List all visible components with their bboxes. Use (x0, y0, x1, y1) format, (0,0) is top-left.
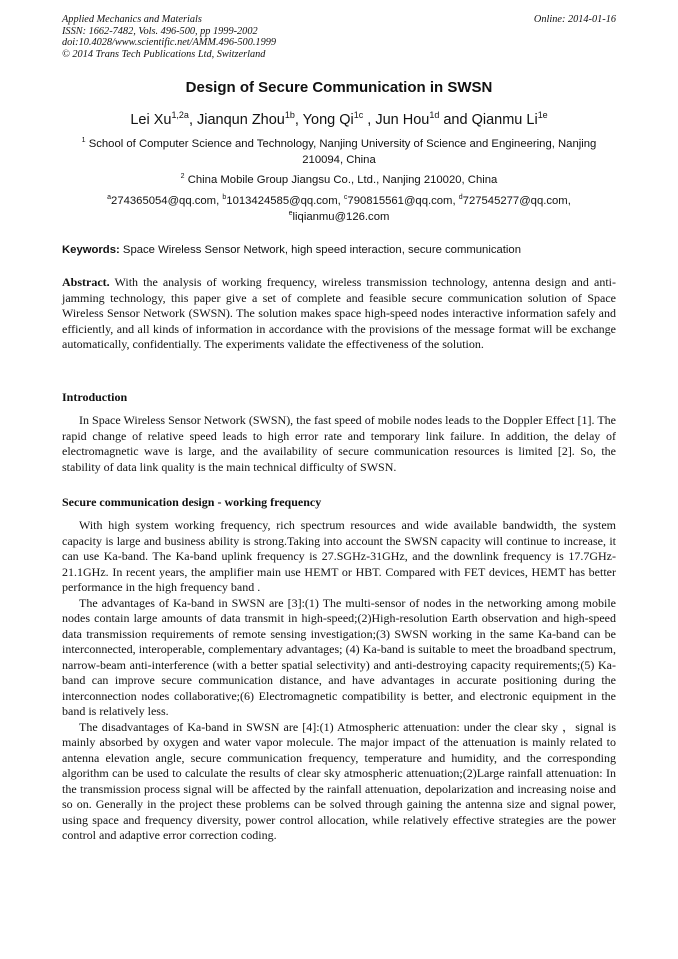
paragraph: The disadvantages of Ka-band in SWSN are [4]:(1) Atmospheric attenuation: under the clear sky ，signal is mainly absorbed by oxygen and water vapor molecule. The major impact of the attenuation is mainly related to antenna elevation angle, secure communication frequency, temperature and humidity, and the corresponding algorithm can be used to calculate the results of clear sky atmospheric attenuation;(2)Large rainfall attenuation: In the transmission process signal will be affected by the rainfall attenuation, depolarization and increasing noise and so on. Generally in the project these problems can be solved through gaining the antenna size and signal power, using space and frequency diversity, power control allocation, while relatively effective strategies are the power control and adaptive error correction coding. (62, 719, 616, 842)
author-superscript: 1,2a (171, 110, 189, 121)
affiliation-2 (70, 173, 608, 189)
affiliation-text: School of Computer Science and Technology, Nanjing University of Science and Engineering, Nanjing 210094, China (85, 138, 597, 166)
email-text: liqianmu@126.com (292, 210, 390, 223)
author-name: Jianqun Zhou (197, 112, 285, 128)
email-text: 790815561@qq.com, (347, 195, 459, 207)
paragraph: With high system working frequency, rich spectrum resources and wide available bandwidth, the system capacity is large and business ability is strong.Taking into account the SWSN capacity will continue to increase, it can use Ka-band. The Ka-band uplink frequency is 27.SGHz-31GHz, and the downlink frequency is 17.7GHz-21.1GHz. In recent years, the amplifier main use HEMT or HBT. Compared with FET devices, HEMT has better performance in the high frequency band . (62, 518, 616, 594)
journal-issn: ISSN: 1662-7482, Vols. 496-500, pp 1999-2002 (62, 25, 258, 37)
author-superscript: 1d (429, 110, 440, 121)
journal-header (62, 14, 276, 60)
paragraph: The advantages of Ka-band in SWSN are [3]:(1) The multi-sensor of nodes in the networking among mobile nodes contain large amounts of data transmit in high-speed;(2)High-resolution Earth observation and high-speed data transmission requirements of remote sensing investigation;(3) SWSN working in the same Ka-band can be interconnected, interoperable, complementary advantages; (4) Ka-band is suitable to meet the broadband spectrum, narrow-beam anti-interference (with a better spatial selectivity) and anti-destroying capacity requirements;(5) Ka-band can improve secure communication distance, and have advantages in accurate positioning during the interconnection nodes collaborative;(6) Electromagnetic compatibility is better, and electronic equipment in the band is relatively less. (62, 595, 616, 718)
author-superscript: 1c (353, 110, 364, 121)
abstract-label: Abstract. (62, 275, 110, 289)
author-list (0, 112, 678, 128)
author-separator: and (439, 112, 472, 128)
author-name: Jun Hou (375, 112, 430, 128)
email-text: 274365054@qq.com, (111, 195, 223, 207)
keywords (62, 244, 616, 256)
author-superscript: 1e (537, 110, 548, 121)
author-separator: , (363, 112, 376, 128)
author-name: Qianmu Li (471, 112, 538, 128)
affiliation-1 (70, 137, 608, 168)
affiliation-text: China Mobile Group Jiangsu Co., Ltd., Nanjing 210020, China (184, 174, 498, 186)
email-text: 1013424585@qq.com, (226, 195, 344, 207)
section-heading-working-frequency: Secure communication design - working frequency (62, 495, 322, 509)
email-superscript: a (107, 194, 112, 202)
affiliation-superscript: 1 (81, 137, 86, 145)
email-superscript: e (288, 209, 293, 217)
online-date (534, 14, 616, 26)
journal-doi: doi:10.4028/www.scientific.net/AMM.496-500.1999 (62, 37, 277, 49)
abstract-text: With the analysis of working frequency, wireless transmission technology, antenna design and anti-jamming technology, this paper give a set of complete and feasible secure communication solution of Space Wireless Sensor Network (SWSN). The solution makes space high-speed nodes interactive information safely and efficiently, and all kinds of information in accordance with the provisions of the message format will be exchange automatically, confidentially. The experiments validate the effectiveness of the solution. (62, 275, 616, 351)
section-heading-introduction: Introduction (62, 390, 128, 404)
journal-name: Applied Mechanics and Materials (62, 14, 202, 25)
affiliation-superscript: 2 (180, 173, 185, 181)
email-superscript: c (343, 194, 348, 202)
paragraph: In Space Wireless Sensor Network (SWSN), the fast speed of mobile nodes leads to the Doppler Effect [1]. The rapid change of relative speed leads to high error rate and temporary link failure. In addition, the delay of electromagnetic wave is large, and the availability of secure communication resources is limited [2]. So, the stability of data link quality is the main technical difficulty of SWSN. (62, 413, 616, 474)
author-name: Yong Qi (302, 112, 354, 128)
email-superscript: d (458, 194, 463, 202)
section-introduction (62, 413, 616, 475)
author-name: Lei Xu (130, 112, 172, 128)
keywords-text: Space Wireless Sensor Network, high speed interaction, secure communication (119, 244, 521, 256)
paper-title: Design of Secure Communication in SWSN (185, 79, 493, 96)
online-date-text: Online: 2014-01-16 (533, 14, 616, 25)
email-text: 727545277@qq.com, (462, 195, 571, 207)
section-working-frequency (62, 518, 616, 844)
keywords-label: Keywords: (62, 244, 120, 256)
journal-copyright: © 2014 Trans Tech Publications Ltd, Switzerland (62, 48, 266, 60)
author-superscript: 1b (284, 110, 295, 121)
author-separator: , (294, 112, 303, 128)
author-emails (70, 194, 608, 225)
email-superscript: b (222, 194, 227, 202)
abstract (62, 275, 616, 353)
author-separator: , (188, 112, 197, 128)
